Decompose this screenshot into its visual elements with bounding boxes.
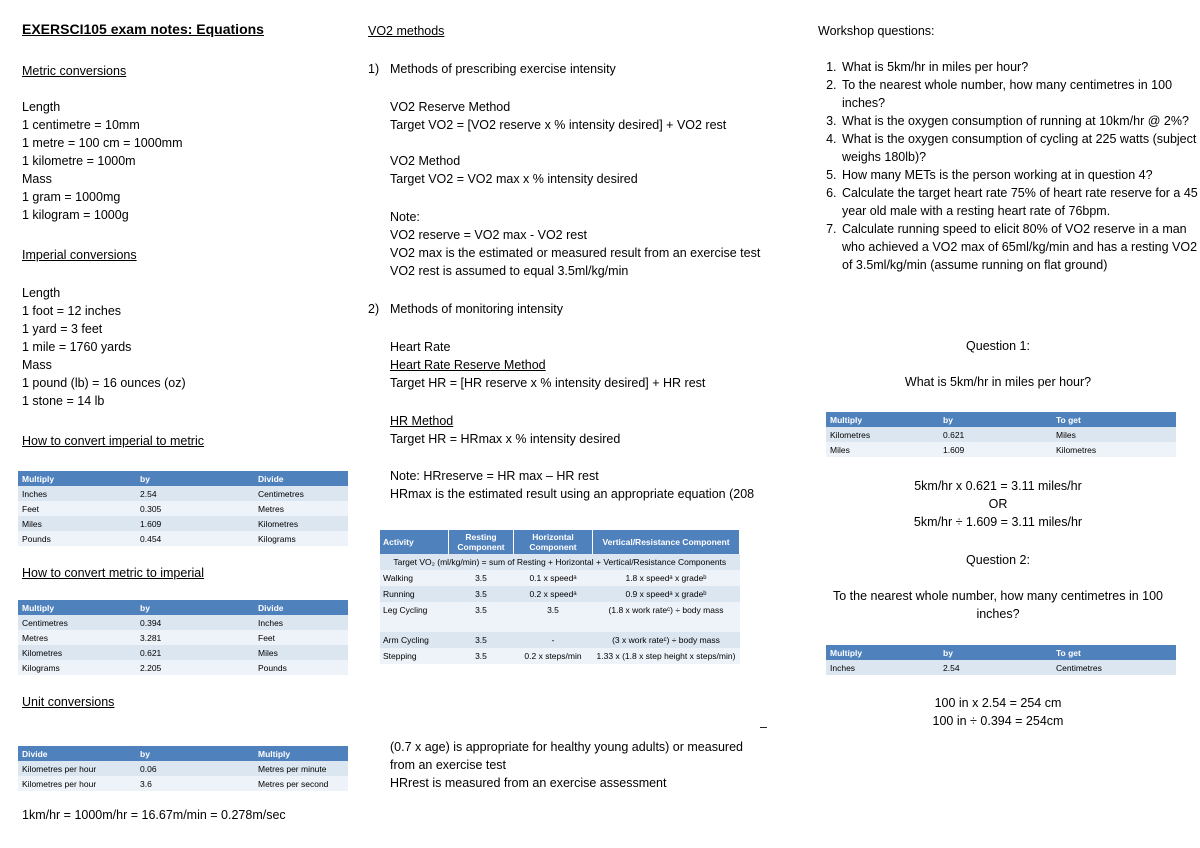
imperial-line: 1 stone = 14 lb bbox=[22, 394, 105, 408]
table-cell: 3.5 bbox=[449, 586, 514, 602]
table-cell: Pounds bbox=[254, 660, 348, 675]
table-cell: 3.281 bbox=[136, 630, 254, 645]
continuation-dash: – bbox=[760, 720, 767, 734]
imperial-line: Length bbox=[22, 286, 61, 300]
table-row bbox=[380, 602, 740, 632]
table-cell: Miles bbox=[254, 645, 348, 660]
table-cell: 2.54 bbox=[939, 660, 1052, 675]
table-header: Vertical/Resistance Component bbox=[593, 530, 740, 554]
table-row bbox=[18, 531, 348, 546]
table-header: by bbox=[136, 600, 254, 615]
metric-line: 1 centimetre = 10mm bbox=[22, 118, 140, 132]
table-cell: Arm Cycling bbox=[380, 632, 449, 648]
table-row bbox=[18, 761, 348, 776]
question-2-answer: 100 in x 2.54 = 254 cm bbox=[934, 696, 1062, 710]
metric-to-imperial-heading: How to convert metric to imperial bbox=[22, 566, 205, 580]
imperial-heading: Imperial conversions bbox=[22, 248, 137, 262]
table-header: Multiply bbox=[18, 600, 136, 615]
imperial-line: 1 mile = 1760 yards bbox=[22, 340, 132, 354]
table-row bbox=[18, 501, 348, 516]
table-row bbox=[18, 630, 348, 645]
table-cell: Kilometres bbox=[254, 516, 348, 531]
table-cell: Kilometres bbox=[826, 427, 939, 442]
hr-method-equation: Target HR = HRmax x % intensity desired bbox=[390, 432, 621, 446]
table-cell: 0.454 bbox=[136, 531, 254, 546]
table-cell: Inches bbox=[254, 615, 348, 630]
table-cell: (3 x work rateᶜ) ÷ body mass bbox=[593, 632, 740, 648]
table-row bbox=[18, 660, 348, 675]
vo2-method-title: VO2 Method bbox=[390, 154, 461, 168]
table-cell: 2.205 bbox=[136, 660, 254, 675]
table-header: Horizontal Component bbox=[514, 530, 593, 554]
table-header: by bbox=[939, 645, 1052, 660]
hr-note: HRmax is the estimated result using an appropriate equation (208 bbox=[390, 487, 755, 501]
question-2-table bbox=[826, 645, 1176, 675]
table-cell: 3.5 bbox=[449, 602, 514, 632]
table-cell: 0.1 x speedᵃ bbox=[514, 570, 593, 586]
hr-method-title: HR Method bbox=[390, 414, 454, 428]
unit-conversions-table bbox=[18, 746, 348, 791]
vo2-methods-heading: VO2 methods bbox=[368, 24, 445, 38]
table-header-row bbox=[18, 746, 348, 761]
table-cell: 0.305 bbox=[136, 501, 254, 516]
imperial-line: Mass bbox=[22, 358, 52, 372]
table-cell: 0.621 bbox=[939, 427, 1052, 442]
imperial-line: 1 yard = 3 feet bbox=[22, 322, 103, 336]
table-cell: 0.9 x speedᵃ x gradeᵇ bbox=[593, 586, 740, 602]
list-item: 3. What is the oxygen consumption of running at 10km/hr @ 2%? bbox=[840, 112, 1200, 130]
table-cell: - bbox=[514, 632, 593, 648]
metric-line: 1 metre = 100 cm = 1000mm bbox=[22, 136, 183, 150]
table-cell: 0.394 bbox=[136, 615, 254, 630]
table-header: by bbox=[136, 471, 254, 486]
question-2-title: Question 2: bbox=[966, 553, 1030, 567]
table-cell: Kilograms bbox=[254, 531, 348, 546]
table-cell: 0.2 x speedᵃ bbox=[514, 586, 593, 602]
table-header: by bbox=[136, 746, 254, 761]
table-banner-row bbox=[380, 554, 740, 570]
table-row bbox=[18, 516, 348, 531]
table-header-row bbox=[18, 600, 348, 615]
metric-to-imperial-table bbox=[18, 600, 348, 675]
note-line: VO2 reserve = VO2 max - VO2 rest bbox=[390, 228, 587, 242]
table-cell: 3.5 bbox=[449, 570, 514, 586]
vo2-reserve-title: VO2 Reserve Method bbox=[390, 100, 511, 114]
table-row bbox=[380, 570, 740, 586]
table-cell: Leg Cycling bbox=[380, 602, 449, 632]
hr-reserve-equation: Target HR = [HR reserve x % intensity desired] + HR rest bbox=[390, 376, 706, 390]
table-cell: Centimetres bbox=[1052, 660, 1176, 675]
table-cell: 1.33 x (1.8 x step height x steps/min) bbox=[593, 648, 740, 664]
unit-conversions-heading: Unit conversions bbox=[22, 695, 115, 709]
table-row bbox=[826, 427, 1176, 442]
vo2-reserve-equation: Target VO2 = [VO2 reserve x % intensity desired] + VO2 rest bbox=[390, 118, 727, 132]
list-item: 5. How many METs is the person working at in question 4? bbox=[840, 166, 1200, 184]
heart-rate-title: Heart Rate bbox=[390, 340, 451, 354]
table-cell: 0.621 bbox=[136, 645, 254, 660]
table-header: Multiply bbox=[826, 645, 939, 660]
table-header-row bbox=[18, 471, 348, 486]
questions-list bbox=[818, 58, 1200, 274]
table-header: by bbox=[939, 412, 1052, 427]
speed-conversion-line: 1km/hr = 1000m/hr = 16.67m/min = 0.278m/sec bbox=[22, 808, 286, 822]
table-row bbox=[826, 660, 1176, 675]
table-header: Divide bbox=[254, 600, 348, 615]
metric-line: Length bbox=[22, 100, 61, 114]
table-cell: Feet bbox=[18, 501, 136, 516]
note-line: Note: bbox=[390, 210, 420, 224]
table-cell: Stepping bbox=[380, 648, 449, 664]
table-cell: Walking bbox=[380, 570, 449, 586]
table-header: Divide bbox=[18, 746, 136, 761]
table-row bbox=[18, 615, 348, 630]
table-cell: Miles bbox=[18, 516, 136, 531]
list-item: 4. What is the oxygen consumption of cycling at 225 watts (subject weighs 180lb)? bbox=[840, 130, 1200, 166]
table-header: Multiply bbox=[826, 412, 939, 427]
table-cell: Kilometres bbox=[1052, 442, 1176, 457]
list-item: 1. What is 5km/hr in miles per hour? bbox=[840, 58, 1200, 76]
table-cell: 0.2 x steps/min bbox=[514, 648, 593, 664]
question-1-text: What is 5km/hr in miles per hour? bbox=[904, 375, 1092, 389]
imperial-line: 1 pound (lb) = 16 ounces (oz) bbox=[22, 376, 186, 390]
table-row bbox=[380, 586, 740, 602]
list-item: 7. Calculate running speed to elicit 80% of VO2 reserve in a man who achieved a VO2 max of 65ml/kg/min and has a resting VO2 of 3.5ml/kg/min (assume running on flat ground) bbox=[840, 220, 1200, 274]
table-cell: Metres per minute bbox=[254, 761, 348, 776]
section-number: 1) bbox=[368, 62, 380, 76]
question-1-table bbox=[826, 412, 1176, 457]
table-banner: Target VO₂ (ml/kg/min) = sum of Resting + Horizontal + Vertical/Resistance Components bbox=[380, 554, 740, 570]
table-cell: Centimetres bbox=[18, 615, 136, 630]
table-cell: Miles bbox=[1052, 427, 1176, 442]
table-row bbox=[18, 776, 348, 791]
table-cell: 3.5 bbox=[449, 648, 514, 664]
table-row bbox=[380, 632, 740, 648]
table-cell: 2.54 bbox=[136, 486, 254, 501]
table-cell: 3.6 bbox=[136, 776, 254, 791]
list-item: 6. Calculate the target heart rate 75% of heart rate reserve for a 45 year old male with a resting heart rate of 76bpm. bbox=[840, 184, 1200, 220]
note-line: VO2 rest is assumed to equal 3.5ml/kg/min bbox=[390, 264, 629, 278]
table-header: Multiply bbox=[254, 746, 348, 761]
workshop-heading: Workshop questions: bbox=[818, 24, 935, 38]
question-1-title: Question 1: bbox=[966, 339, 1030, 353]
table-cell: Metres bbox=[18, 630, 136, 645]
table-row bbox=[380, 648, 740, 664]
table-header: To get bbox=[1052, 412, 1176, 427]
table-header-row bbox=[826, 645, 1176, 660]
hr-note-continued: from an exercise test bbox=[390, 758, 507, 772]
table-cell: 3.5 bbox=[514, 602, 593, 632]
table-cell: 1.609 bbox=[939, 442, 1052, 457]
table-cell: Kilometres per hour bbox=[18, 776, 136, 791]
question-1-answer-alt: 5km/hr ÷ 1.609 = 3.11 miles/hr bbox=[913, 515, 1083, 529]
table-header: To get bbox=[1052, 645, 1176, 660]
table-row bbox=[18, 486, 348, 501]
table-cell: Pounds bbox=[18, 531, 136, 546]
table-cell: 1.8 x speedᵃ x gradeᵇ bbox=[593, 570, 740, 586]
table-cell: Kilograms bbox=[18, 660, 136, 675]
metric-line: 1 gram = 1000mg bbox=[22, 190, 121, 204]
table-cell: (1.8 x work rateᶜ) ÷ body mass bbox=[593, 602, 740, 632]
hr-note-continued: (0.7 x age) is appropriate for healthy young adults) or measured bbox=[390, 740, 743, 754]
question-1-or: OR bbox=[988, 497, 1008, 511]
table-cell: 3.5 bbox=[449, 632, 514, 648]
page-title: EXERSCI105 exam notes: Equations bbox=[22, 21, 264, 37]
table-cell: Inches bbox=[826, 660, 939, 675]
table-header-row bbox=[380, 530, 740, 554]
imperial-to-metric-table bbox=[18, 471, 348, 546]
hr-reserve-title: Heart Rate Reserve Method bbox=[390, 358, 546, 372]
table-cell: Feet bbox=[254, 630, 348, 645]
question-2-text: To the nearest whole number, how many centimetres in 100 inches? bbox=[832, 589, 1164, 621]
note-line: VO2 max is the estimated or measured result from an exercise test bbox=[390, 246, 761, 260]
section-number: 2) bbox=[368, 302, 380, 316]
table-cell: Metres per second bbox=[254, 776, 348, 791]
list-item: 2. To the nearest whole number, how many centimetres in 100 inches? bbox=[840, 76, 1200, 112]
table-cell: 0.06 bbox=[136, 761, 254, 776]
table-cell: Inches bbox=[18, 486, 136, 501]
table-header: Activity bbox=[380, 530, 449, 554]
section-title: Methods of monitoring intensity bbox=[390, 302, 564, 316]
activity-vo2-table bbox=[380, 530, 740, 664]
question-2-answer-alt: 100 in ÷ 0.394 = 254cm bbox=[932, 714, 1064, 728]
question-1-answer: 5km/hr x 0.621 = 3.11 miles/hr bbox=[914, 479, 1082, 493]
metric-line: 1 kilometre = 1000m bbox=[22, 154, 136, 168]
table-row bbox=[826, 442, 1176, 457]
table-cell: Metres bbox=[254, 501, 348, 516]
table-cell: Centimetres bbox=[254, 486, 348, 501]
table-cell: Miles bbox=[826, 442, 939, 457]
imperial-to-metric-heading: How to convert imperial to metric bbox=[22, 434, 205, 448]
hr-note: Note: HRreserve = HR max – HR rest bbox=[390, 469, 599, 483]
imperial-line: 1 foot = 12 inches bbox=[22, 304, 122, 318]
table-header: Resting Component bbox=[449, 530, 514, 554]
table-cell: 1.609 bbox=[136, 516, 254, 531]
metric-line: 1 kilogram = 1000g bbox=[22, 208, 129, 222]
table-cell: Kilometres per hour bbox=[18, 761, 136, 776]
table-cell: Kilometres bbox=[18, 645, 136, 660]
table-cell: Running bbox=[380, 586, 449, 602]
vo2-method-equation: Target VO2 = VO2 max x % intensity desired bbox=[390, 172, 638, 186]
table-header-row bbox=[826, 412, 1176, 427]
metric-line: Mass bbox=[22, 172, 52, 186]
hr-note-continued: HRrest is measured from an exercise assessment bbox=[390, 776, 667, 790]
section-title: Methods of prescribing exercise intensity bbox=[390, 62, 616, 76]
table-header: Divide bbox=[254, 471, 348, 486]
table-row bbox=[18, 645, 348, 660]
metric-heading: Metric conversions bbox=[22, 64, 127, 78]
table-header: Multiply bbox=[18, 471, 136, 486]
